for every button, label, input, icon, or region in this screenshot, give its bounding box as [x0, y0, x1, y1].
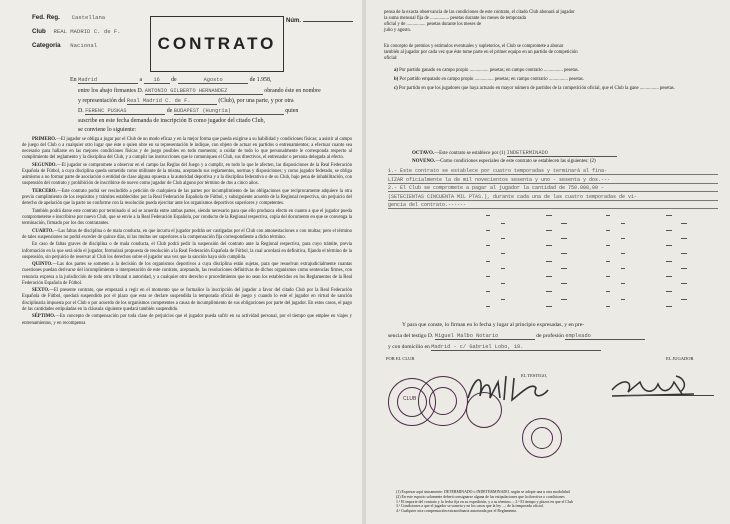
categoria-value: Nacional: [70, 42, 98, 49]
blank-dash: [486, 276, 490, 277]
fed-reg-field: [32, 14, 105, 21]
blank-dash: [621, 223, 625, 224]
clause-lead: QUINTO.: [32, 262, 53, 268]
representation-line: [78, 98, 294, 105]
noveno-text: —Como condiciones especiales de este contrato se establecen las siguientes: (2): [435, 159, 596, 164]
blank-dash: [546, 291, 552, 292]
blank-dash: [666, 306, 672, 307]
octavo-clause: [412, 150, 617, 157]
blank-dash: [621, 238, 625, 239]
footnote-line: (2) En este espacio solamente deberá consignarse alguna de las estipulaciones que la directiva o condiciones: [396, 494, 565, 499]
date-line: [70, 77, 271, 84]
bonus-item: [394, 68, 718, 74]
blank-dash: [621, 283, 625, 284]
signatory-pre: entre los abajo firmantes D.: [78, 88, 144, 94]
blank-dash: [486, 215, 490, 216]
text-line: oficial y de ................ pesetas durante los meses de: [384, 22, 482, 28]
blank-dash: [501, 283, 505, 284]
blank-dash: [501, 223, 505, 224]
player-signature: [612, 376, 694, 396]
noveno-lead: NOVENO.: [412, 159, 436, 164]
blank-dash: [621, 253, 625, 254]
blank-dash: [486, 245, 490, 246]
text-line: pensa de la exacta observancia de las condiciones de este contrato, el citado Club abonará al jugador: [384, 10, 575, 15]
bonus-item-text: Por partido empatado en campo propio ................ pesetas; en campo contrario ................ pesetas.: [399, 77, 584, 83]
octavo-value: INDETERMINADO: [507, 150, 617, 157]
clause-lead: TERCERO.: [32, 189, 57, 195]
date-de1: de: [171, 77, 177, 83]
special-condition-line: 1.- Este contrato se establece por cuatro temporadas y terminará al fina-: [388, 168, 718, 175]
text-line: oficial:: [384, 56, 398, 62]
date-a: a: [139, 77, 143, 83]
closing-line-1: Y para que conste, lo firman en lo fecha y lugar al principio expresadas, y en pre-: [402, 322, 585, 328]
clause-paragraph: [22, 209, 352, 227]
blank-dash: [561, 299, 567, 300]
octavo-text: —Este contrato se establece por (1): [434, 151, 506, 156]
blank-dash: [606, 291, 610, 292]
witness-name: Miguel Malbo Notario: [435, 333, 535, 340]
blank-dash: [621, 268, 625, 269]
blank-dash: [681, 268, 687, 269]
signatory-name: ANTONIO GILBERTO HERNANDEZ: [145, 88, 263, 95]
clause-paragraph: [22, 288, 352, 313]
special-condition-line: LIZAR oficialmente la de mil novecientos sesenta y uno - sesenta y dos.---: [388, 177, 718, 184]
witness-signature-label: EL TESTIGO,: [521, 373, 548, 378]
categoria-field: [32, 42, 97, 49]
representation-club: Real Madrid C. de F.: [127, 98, 217, 105]
footnote-line: 3.ª Condiciones a que el jugador se someta y en los casos que la ley ...; de la temporada oficial.: [396, 504, 544, 509]
contract-clauses: [22, 137, 352, 328]
clause-text: —Las faltas de disciplina o de mala conducta, en que incurra el jugador podrán ser castigadas por el Club con amonestaciones o con multas; pero el término de tales suspensiones no podrá exceder de quince días, ni las multas ser superiores a la compensación fija correspondiente a dicho término.: [22, 228, 352, 240]
clause-lead: CUARTO.: [32, 228, 54, 234]
date-city: Madrid: [78, 77, 138, 84]
bonus-item-text: Por partido en que los jugadores que haya actuado en mayor número de partidos de la competición oficial, que el Club la gane ................ pesetas.: [398, 86, 675, 92]
clause-text: —Las dos partes se someten a la decisión de los organismos deportivos a cuya disciplina están sujetas, para que resuelvan extrajudicialmente cuantas cuestiones puedan derivarse del incumplimiento o interpretación de este contrato, aceptando, las resoluciones definitivas de dichos organismos como sentencias firmes, con renuncia expresa a la jurisdicción de todo otro tribunal o autoridad, y a cualquier otro derecho o procedimiento que no sean los establecidos en los Reglamentos de la Real Federación Española de Fútbol.: [22, 262, 352, 286]
clause-lead: PRIMERO.: [32, 137, 57, 142]
date-year: 1.958,: [256, 77, 272, 83]
signatory-line: [78, 88, 321, 95]
categoria-label: Categoría: [32, 42, 61, 49]
compensation-text: [384, 10, 718, 34]
club-signature-label: POR EL CLUB: [386, 356, 415, 361]
blank-dash: [546, 306, 552, 307]
club-signature: [468, 376, 548, 400]
blank-dash: [681, 238, 687, 239]
clause-paragraph: [22, 242, 352, 260]
blank-dash: [666, 261, 672, 262]
blank-dash: [546, 261, 552, 262]
clause-paragraph: [22, 262, 352, 287]
blank-dash: [606, 215, 610, 216]
bonus-item: [394, 77, 718, 83]
clause-paragraph: [22, 314, 352, 326]
club-label: Club: [32, 28, 46, 35]
clause-text: —El jugador se obliga a jugar por el Club de un modo eficaz y en la mejor forma que pueda exigirse a su habilidad y condiciones físicas; a asistir al campo de juego del Club o a cualquier otro lugar que éste o quien obre en su representación le indique, con objeto de actuar en partidos o entrenamientos; a efectuar cuanto sea necesario para hallarse en las mejores condiciones físicas y de juego posibles en todo momento; a cuidar de todo lo que personalmente le corresponda respecto al cumplimiento del reglamento y la disciplina del Club, y a cumplir las instrucciones que le comuniquen el Club, sus directivos, el entrenador o persona delegada al efecto.: [22, 137, 352, 161]
number-field: [286, 18, 353, 24]
club-field: [32, 28, 121, 35]
contract-title-box: [150, 16, 284, 72]
clause-paragraph: [22, 189, 352, 207]
signatory-post: obrando éste en nombre: [264, 88, 321, 94]
clause-lead: SEGUNDO.: [32, 163, 57, 169]
bonus-item: [394, 86, 718, 92]
clause-text: También podrá darse este contrato por terminado si así se acuerda entre ambas partes, siendo necesario para que ello produzca efecto en cuanto a que el jugador pueda comprometerse e inscribirse por nuevo Club, que se envíe a la Real Federación Española, por conducto de la Regional respectiva, copia del documento en que se convenga la terminación, firmado por los dos contratantes.: [22, 208, 353, 227]
blank-dash: [546, 215, 552, 216]
blank-dash: [606, 276, 610, 277]
blank-dash: [561, 223, 567, 224]
witness-mid: de profesión: [536, 333, 564, 339]
blank-dash: [546, 230, 552, 231]
contract-page-left: [0, 0, 362, 524]
blank-dash: [486, 261, 490, 262]
special-condition-line: gencia del contrato.------: [388, 202, 718, 209]
agreement-line: se conviene lo siguiente:: [78, 127, 137, 133]
player-line: [78, 108, 298, 115]
bonus-item-lead: b): [394, 77, 400, 83]
blank-dash: [501, 299, 505, 300]
blank-dash: [546, 276, 552, 277]
blank-dash: [666, 276, 672, 277]
footnote-line: (1) Expresar aquí únicamente: DETERMINADO o INDETERMINADO, según se adopte una u otra modalidad.: [396, 490, 571, 494]
clause-paragraph: [22, 229, 352, 241]
clause-text: —El jugador se compromete a observar en el campo las Reglas del Juego y a cumplir, en todo lo que le afecten, las disposiciones de la Real Federación Española de Fútbol, a cuya disciplina queda sometido como militante de la misma, aceptando sus reglamentos, normas y disposiciones; y como jugador federado, se obliga asimismo a no formar parte de asociación o entidad de clase alguna opuesta a la autoridad deportiva y a la disciplina federativa o de su Club, bajo pena de inhabilitación, con suspensión del contrato y prohibición de inscribirse de nuevo como jugador de Club alguno por término de dos a cinco años.: [22, 163, 352, 187]
seal-stamp: [522, 418, 562, 458]
blank-dash: [606, 230, 610, 231]
special-condition-line: 2.- El Club se compromete a pagar al jugador la cantidad de 750.000,00 -: [388, 185, 718, 192]
clause-lead: SÉPTIMO.: [32, 314, 56, 320]
clause-text: En caso de faltas graves de disciplina o de mala conducta, el Club podrá pedir la suspensión del contrato ante la Regional respectiva, para cuyo trámite, previa información en la que será oído el jugador, formulará propuesta de resolución a la Real Federación Española de Fútbol, la cual acordará en definitiva, fijando el término de la suspensión, sin perjuicio de reservar al Club los derechos sobre el jugador una vez que la sanción haya sido cumplida.: [22, 242, 352, 260]
noveno-clause: [412, 159, 596, 164]
footnote-line: 4.ª Cualquier otra compensación extraordinaria autorizada por el Reglamento.: [396, 509, 518, 514]
blank-dash: [501, 253, 505, 254]
octavo-lead: OCTAVO.: [412, 151, 435, 156]
representation-pre: y representación del: [78, 98, 126, 104]
clause-text: —Este contrato podrá ser rescindido a petición de cualquiera de las partes por incumplimiento de las obligaciones que recíprocamente adquiere la otra previo cumplimiento de los requisitos y trámites establecidos por la Real Federación Española de Fútbol, y subsiguiente acuerdo de la Regional respectiva, sin perjuicio del derecho de apelación que la parte no conforme con la resolución pueda ejercitar ante los organismos deportivos superiores y competentes.: [22, 189, 352, 207]
witness-line: [388, 333, 645, 340]
player-name: FERENC PUSKAS: [85, 108, 165, 115]
witness-profession: empleado: [565, 333, 645, 340]
player-mid: de: [166, 108, 173, 114]
blank-dash: [606, 261, 610, 262]
blank-dash: [486, 291, 490, 292]
number-label: Núm.: [286, 18, 301, 24]
blank-dash: [666, 230, 672, 231]
contract-page-right: [366, 0, 730, 524]
blank-dash: [681, 299, 687, 300]
witness-label: sencia del testigo D.: [388, 333, 434, 339]
bonus-item-text: Por partido ganado en campo propio ................ pesetas; en campo contrario ................ pesetas.: [399, 68, 579, 73]
domicile-value: Madrid - c/ Gabriel Lobo, 18.: [431, 344, 601, 351]
player-origin: BUDAPEST (Hungría): [174, 108, 284, 115]
blank-dash: [486, 230, 490, 231]
footnote-line: 1.ª El importe del contrato y la fecha fija en su expedición, y a su término...; 2.ª El tiempo y plazos en que el Club: [396, 499, 573, 504]
fed-reg-label: Fed. Reg.: [32, 14, 60, 21]
blank-dash: [501, 238, 505, 239]
special-condition-line: (SETECIENTAS CINCUENTA MIL PTAS.), durante cada una de las cuatro temporadas de vi-: [388, 194, 718, 201]
club-crest-stamp: [418, 376, 468, 426]
club-value: REAL MADRID C. de F.: [53, 28, 121, 35]
blank-dash: [666, 291, 672, 292]
blank-dash: [681, 253, 687, 254]
blank-dash: [561, 283, 567, 284]
text-line: julio y agosto.: [384, 28, 412, 34]
blank-dash: [606, 306, 610, 307]
date-en: En: [70, 77, 77, 83]
date-day: 16: [144, 77, 170, 84]
blank-dash: [666, 245, 672, 246]
bonus-items: [394, 68, 718, 95]
blank-dash: [546, 245, 552, 246]
date-de2: de: [249, 77, 256, 83]
blank-dash: [501, 268, 505, 269]
clause-text: —En concepto de compensación por toda clase de perjuicios que el jugador pueda sufrir en su actividad personal, por el tiempo que emplee en viajes y entrenamientos, y en recompensa: [22, 314, 352, 326]
text-line: también al jugador por cada vez que éste tome parte en el primer equipo en un partido de competición: [384, 50, 578, 56]
text-line: En concepto de premios y estímulos eventuales y supletorios, el Club se compromete a abonar: [384, 44, 564, 49]
blank-dash: [666, 215, 672, 216]
blank-dash: [561, 238, 567, 239]
player-signature-label: EL JUGADOR: [666, 356, 694, 361]
player-signature-line: [626, 395, 714, 396]
clause-text: —El presente contrato, que empezará a regir en el momento que se formalice la inscripción del jugador a favor del citado Club por la Real Federación Española de Fútbol, quedará suspendido por el plazo que esta se declare suspendida la temporada oficial de juego y cuando lo esté el jugador en virtud de sanción disciplinaria impuesta por el Club o por acuerdo de los organismos competentes a causa de incumplimiento de sus obligaciones por parte del jugador. En estos casos, el pago de las cantidades estipuladas en la cláusula siguiente quedará también suspendido.: [22, 288, 352, 312]
footnotes: [396, 490, 716, 514]
representation-post: (Club), por una parte, y por otra: [218, 98, 294, 104]
blank-dash: [561, 268, 567, 269]
clause-paragraph: [22, 137, 352, 162]
contract-title: CONTRATO: [157, 34, 277, 53]
bonus-item-lead: c): [394, 86, 399, 92]
bonus-item-lead: a): [394, 68, 400, 73]
blank-dash: [621, 299, 625, 300]
blank-dash: [681, 223, 687, 224]
clause-lead: SEXTO.: [32, 288, 50, 294]
domicile-line: [388, 344, 601, 351]
clause-paragraph: [22, 163, 352, 188]
blank-dash: [606, 245, 610, 246]
text-line: la suma mensual fija de ................ pesetas durante los meses de temporada: [384, 16, 526, 22]
blank-dash: [561, 253, 567, 254]
inscription-line: suscribe en este fecha demanda de inscripción B como jugador del citado Club,: [78, 118, 265, 124]
domicile-label: y con domicilio en: [388, 344, 430, 350]
stamp-text: CLUB: [403, 396, 417, 402]
blank-dash: [681, 283, 687, 284]
player-post: quien: [285, 108, 299, 114]
fed-reg-value: Castellana: [71, 14, 106, 21]
blank-dash: [486, 306, 490, 307]
signatures: [462, 368, 702, 408]
player-pre: D.: [78, 108, 84, 114]
bonus-text: [384, 44, 718, 62]
date-month: Agosto: [178, 77, 248, 84]
